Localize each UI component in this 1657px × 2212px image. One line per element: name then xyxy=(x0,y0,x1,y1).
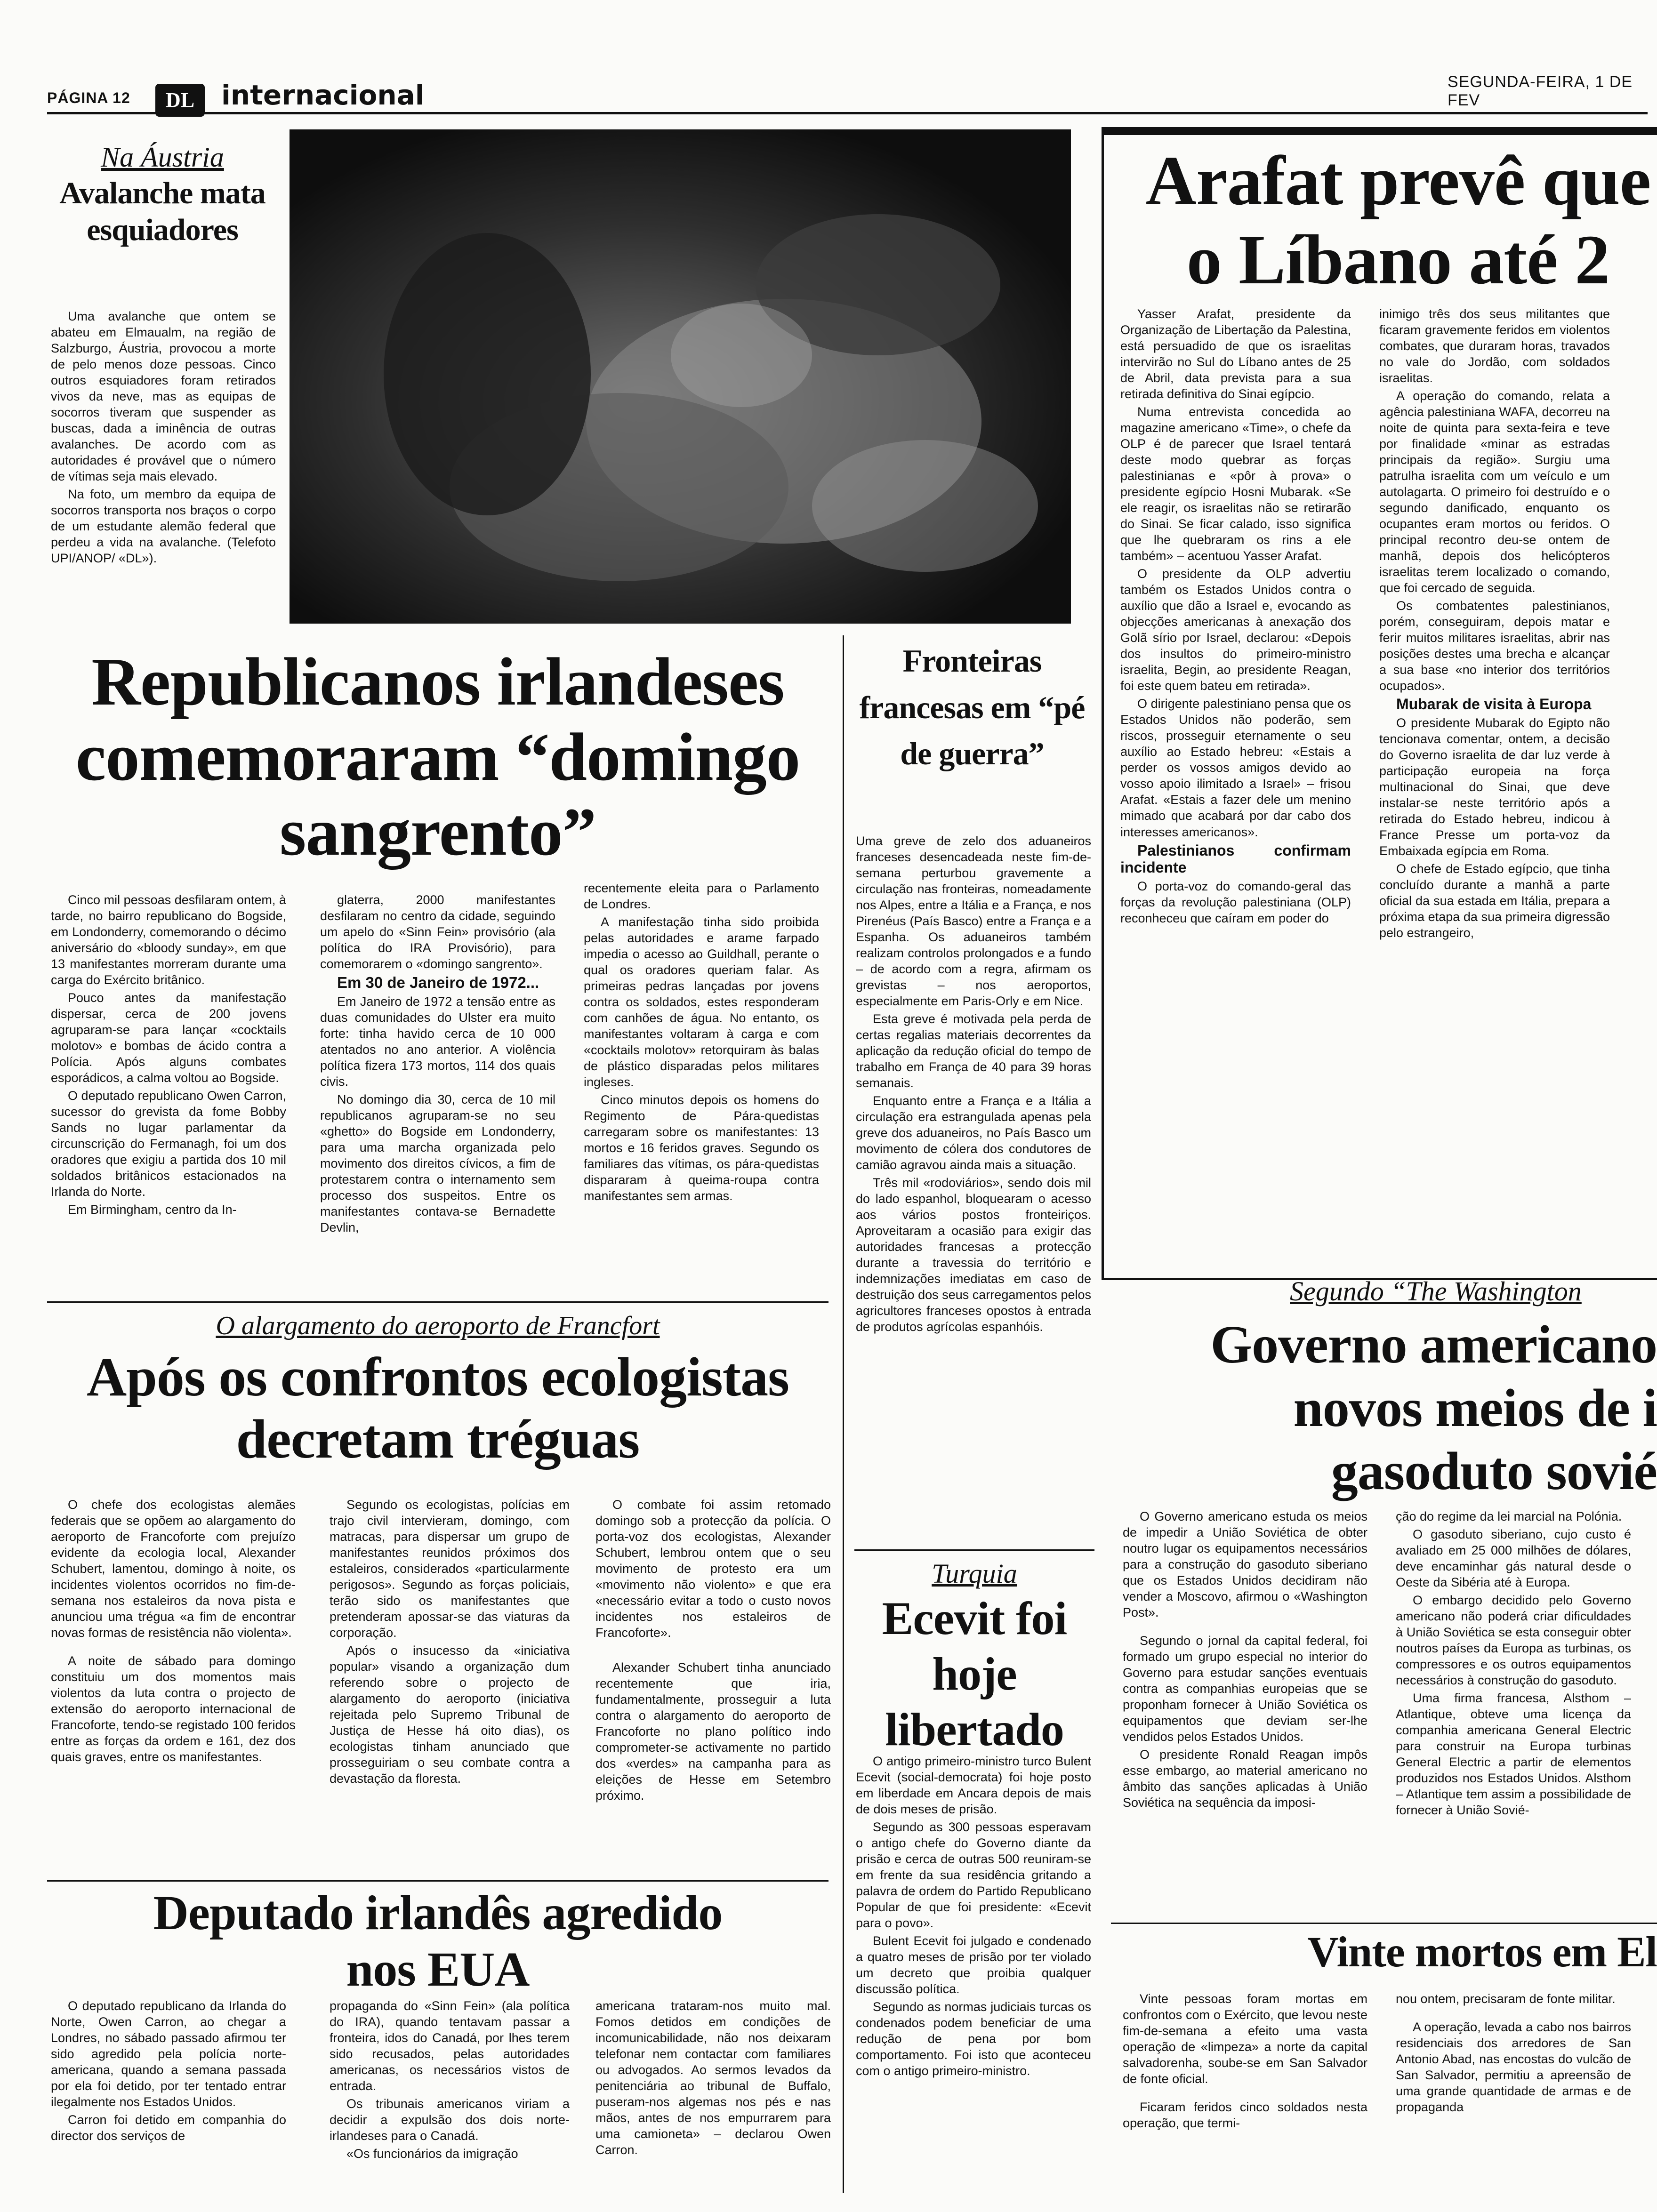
frankfurt-paragraph: Após o insucesso da «iniciativa popular» visando a organização dum referendo sobre o projecto de alargamento do aeroporto (iniciativa rejeitada pelo Supremo Tribunal de Justiça de Hesse há oito dias), os ecologistas tinham anunciado que prosseguiriam o seu combate contra a devastação da floresta. xyxy=(330,1643,570,1786)
irish-paragraph: glaterra, 2000 manifestantes desfilaram no centro da cidade, seguindo um apelo do «Sinn Fein» provisório (ala política do IRA Provisório), para comemorarem o «domingo sangrento». xyxy=(320,893,555,971)
column-rule xyxy=(1111,1923,1657,1924)
fronteiras-paragraph: Uma greve de zelo dos aduaneiros franceses desencadeada neste fim-de-semana perturbou gravemente a circulação nas fronteiras, nomeadamente nos Alpes, entre a Itália e a França, e nos Pirenéus (País Basco) entre a França e a Espanha. Os aduaneiros também realizam controlos prolongados e a fundo – de acordo com a regra, afirmam os grevistas – nos aeroportos, especialmente em Paris-Orly e em Nice. xyxy=(856,834,1091,1009)
gasoduto-paragraph: O presidente Ronald Reagan impôs esse embargo, ao material americano no âmbito das sanções aplicadas à União Soviética na sequência da imposi- xyxy=(1123,1747,1367,1810)
arafat-column-1 xyxy=(1120,306,1351,1252)
deputado-column-1 xyxy=(51,1998,286,2205)
deputado-paragraph: «Os funcionários da imigração xyxy=(346,2147,518,2161)
arafat-paragraph: O chefe de Estado egípcio, que tinha concluído durante a manhã a parte oficial da sua estada em Itália, prepara a próxima etapa da sua primeira digressão pelo estrangeiro, xyxy=(1379,862,1610,940)
arafat-column-2 xyxy=(1379,306,1610,1252)
irish-column-2 xyxy=(320,892,555,1297)
arafat-paragraph: inimigo três dos seus militantes que ficaram gravemente feridos em violentos combates, que duraram horas, travados no vale do Jordão, com soldados israelitas. xyxy=(1379,307,1610,385)
frankfurt-paragraph: O chefe dos ecologistas alemães federais que se opõem ao alargamento do aeroporto de Francoforte com prejuízo evidente da ecologia local, Alexander Schubert, lamentou, domingo à noite, os incidentes violentos ocorridos no fim-de-semana nos estaleiros da nova pista e anunciou uma trégua «a fim de encontrar novas formas de resistência não violenta». xyxy=(51,1498,296,1640)
gasoduto-paragraph: ção do regime da lei marcial na Polónia. xyxy=(1396,1509,1622,1523)
turquia-paragraph: Bulent Ecevit foi julgado e condenado a quatro meses de prisão por ter violado um decreto que proibia qualquer discussão política. xyxy=(856,1934,1091,1996)
vinte-paragraph: A operação, levada a cabo nos bairros residenciais dos arredores de San Antonio Abad, nas encostas do vulcão de San Salvador, permitiu a apreensão de uma grande quantidade de armas e de propaganda xyxy=(1396,2020,1631,2115)
gasoduto-kicker: Segundo “The Washington xyxy=(1290,1276,1582,1306)
irish-column-3 xyxy=(584,880,819,1294)
austria-article xyxy=(51,308,276,617)
arafat-headline xyxy=(1139,141,1657,299)
turquia-paragraph: O antigo primeiro-ministro turco Bulent Ecevit (social-democrata) foi hoje posto em liberdade em Ancara depois de mais de dois meses de prisão. xyxy=(856,1754,1091,1817)
gasoduto-paragraph: Uma firma francesa, Alsthom – Atlantique, obteve uma licença da companhia americana General Electric para construir na Europa turbinas General Electric a partir de elementos produzidos nos Estados Unidos. Alsthom – Atlantique tem assim a possibilidade de fornecer à União Sovié- xyxy=(1396,1691,1631,1818)
newspaper-logo: DL xyxy=(155,84,205,117)
fronteiras-paragraph: Esta greve é motivada pela perda de certas regalias materiais decorrentes da aplicação da redução oficial do tempo de trabalho em França de 40 para 39 horas semanais. xyxy=(856,1012,1091,1090)
irish-headline: Republicanos irlandeses comemoraram “domingo sangrento” xyxy=(75,644,800,870)
irish-paragraph: A manifestação tinha sido proibida pelas autoridades e arame farpado impedia o acesso ao Guildhall, perante o qual os oradores queriam falar. As primeiras pedras lançadas por jovens contra os soldados, estes responderam com canhões de água. No entanto, os manifestantes voltaram à carga e com «cocktails molotov» retorquiram às balas de plástico disparadas pelos militares ingleses. xyxy=(584,915,819,1090)
irish-paragraph: Cinco mil pessoas desfilaram ontem, à tarde, no bairro republicano do Bogside, em Londonderry, comemorando o décimo aniversário do «bloody sunday», em que 13 manifestantes morreram durante uma carga do Exército britânico. xyxy=(51,893,286,987)
fronteiras-article xyxy=(856,833,1091,1544)
gasoduto-headline: Governo americano novos meios de i gasoduto sovié xyxy=(1210,1314,1657,1501)
frankfurt-column-2 xyxy=(330,1497,570,1906)
page-number: PÁGINA 12 xyxy=(47,89,130,106)
deputado-column-2 xyxy=(330,1998,570,2205)
box-top-bar xyxy=(1102,129,1657,135)
fronteiras-paragraph: Enquanto entre a França e a Itália a circulação era estrangulada apenas pela greve dos aduaneiros, no País Basco um movimento de cólera dos condutores de camião agravou ainda mais a situação. xyxy=(856,1094,1091,1172)
austria-kicker: Na Áustria xyxy=(101,142,224,173)
turquia-paragraph: Segundo as 300 pessoas esperavam o antigo chefe do Governo diante da prisão e cerca de outras 500 reuniram-se em frente da sua residência gritando a palavra de ordem do Partido Republicano Popular de que foi presidente: «Ecevit para o povo». xyxy=(856,1820,1091,1931)
arafat-column-3-cut xyxy=(1633,306,1655,1252)
irish-subheading: Em 30 de Janeiro de 1972... xyxy=(337,974,539,992)
deputado-paragraph: O deputado republicano da Irlanda do Norte, Owen Carron, ao chegar a Londres, no sábado passado afirmou ter sido agredido pela polícia norte-americana, quando a semana passada por ela foi detido, por ter tentado entrar ilegalmente nos Estados Unidos. xyxy=(51,1999,286,2109)
deputado-paragraph: Os tribunais americanos viriam a decidir a expulsão dos dois norte-irlandeses para o Canadá. xyxy=(330,2097,570,2143)
irish-paragraph: recentemente eleita para o Parlamento de Londres. xyxy=(584,881,819,912)
gasoduto-paragraph: O gasoduto siberiano, cujo custo é avaliado em 25 000 milhões de dólares, deve encaminhar gás natural desde o Oeste da Sibéria até à Europa. xyxy=(1396,1527,1631,1590)
arafat-paragraph: O presidente Mubarak do Egipto não tencionava comentar, ontem, a decisão do Governo israelita de dar luz verde à participação europeia na força multinacional do Sinai, que deve instalar-se neste território após a retirada do Estado hebreu, indicou à France Presse um porta-voz da Embaixada egípcia em Roma. xyxy=(1379,716,1610,858)
frankfurt-paragraph: A noite de sábado para domingo constituiu um dos momentos mais violentos da luta contra o projecto de extensão do aeroporto internacional de Francoforte, tendo-se registado 100 feridos entre as forças da ordem e 161, dez dos quais graves, entre os manifestantes. xyxy=(51,1654,296,1764)
deputado-paragraph: americana trataram-nos muito mal. Fomos detidos em condições de incomunicabilidade, não nos deixaram telefonar nem contactar com familiares ou advogados. Ao sermos levados da penitenciária ao tribunal de Buffalo, puseram-nos algemas nos pés e nas mãos, antes de nos empurrarem para uma camioneta» – declarou Owen Carron. xyxy=(595,1999,831,2157)
frankfurt-column-3 xyxy=(595,1497,831,1906)
section-title: internacional xyxy=(221,79,425,111)
irish-paragraph: Em Birmingham, centro da In- xyxy=(68,1202,237,1217)
austria-headline: Avalanche mata esquiadores xyxy=(59,176,265,247)
column-rule xyxy=(843,635,844,2193)
irish-paragraph: No domingo dia 30, cerca de 10 mil republicanos agruparam-se no seu «ghetto» do Bogside em Londonderry, para uma marcha organizada pelo movimento dos direitos cívicos, a fim de protestarem contra o internamento sem processo dos suspeitos. Entre os manifestantes contava-se Bernadette Devlin, xyxy=(320,1092,555,1235)
arafat-paragraph: O presidente da OLP advertiu também os Estados Unidos contra o auxílio que dão a Israel e, evocando as objecções americanas à anexação dos Golã sírio por Israel, declarou: «Depois dos insultos do primeiro-ministro israelita, Begin, ao presidente Reagan, foi este quem bateu em retirada». xyxy=(1120,567,1351,693)
irish-paragraph: Em Janeiro de 1972 a tensão entre as duas comunidades do Ulster era muito forte: tinha havido cerca de 10 000 atentados no ano anterior. A violência política fizera 173 mortos, 114 dos quais civis. xyxy=(320,994,555,1089)
deputado-column-3 xyxy=(595,1998,831,2205)
vinte-headline: Vinte mortos em El xyxy=(1307,1928,1657,1976)
frankfurt-paragraph: Segundo os ecologistas, polícias em trajo civil intervieram, domingo, com matracas, para dispersar um grupo de manifestantes reunidos próximos dos estaleiros, considerados «particularmente perigosos». Segundo as forças policiais, terão sido os manifestantes que pretenderam apossar-se das viaturas da corporação. xyxy=(330,1498,570,1640)
column-rule xyxy=(47,1301,828,1303)
irish-paragraph: Cinco minutos depois os homens do Regimento de Pára-quedistas carregaram sobre os manifestantes: 13 mortos e 16 feridos graves. Segundo os familiares das vítimas, os pára-quedistas dispararam à queima-roupa contra manifestantes sem armas. xyxy=(584,1093,819,1203)
vinte-paragraph: Vinte pessoas foram mortas em confrontos com o Exército, que levou neste fim-de-semana a efeito uma vasta operação de «limpeza» a norte da capital salvadorenha, soube-se em San Salvador de fonte oficial. xyxy=(1123,1992,1367,2086)
austria-paragraph: Uma avalanche que ontem se abateu em Elmaualm, na região de Salzburgo, Áustria, provocou a morte de pelo menos doze pessoas. Cinco outros esquiadores foram retirados vivos da neve, mas as equipas de socorros tiveram que suspender as buscas, dada a iminência de outras avalanches. De acordo com as autoridades é provável que o número de vítimas seja mais elevado. xyxy=(51,309,276,484)
arafat-headline-text: Arafat prevê que o Líbano até 2 xyxy=(1145,142,1651,299)
arafat-paragraph: Yasser Arafat, presidente da Organização de Libertação da Palestina, está persuadido de que os israelitas intervirão no Sul do Líbano antes de 25 de Abril, data prevista para a sua retirada definitiva do Sinai egípcio. xyxy=(1120,307,1351,401)
vinte-column-1 xyxy=(1123,1991,1367,2207)
arafat-subheading: Palestinianos confirmam incidente xyxy=(1120,842,1351,876)
avalanche-photo xyxy=(290,129,1071,624)
austria-photo-caption: Na foto, um membro da equipa de socorros transporta nos braços o corpo de um estudante alemão federal que perdeu a vida na avalanche. (Telefoto UPI/ANOP/ «DL»). xyxy=(51,487,276,566)
frankfurt-paragraph: Alexander Schubert tinha anunciado recentemente que iria, fundamentalmente, prosseguir a luta contra o alargamento do aeroporto de Francoforte no plano político indo comprometer-se activamente no partido dos «verdes» na campanha para as eleições de Hesse em Setembro próximo. xyxy=(595,1660,831,1803)
masthead-rule xyxy=(47,112,1648,114)
arafat-paragraph: O porta-voz do comando-geral das forças da revolução palestiniana (OLP) reconheceu que caíram em poder do xyxy=(1120,879,1351,926)
arafat-paragraph: Numa entrevista concedida ao magazine americano «Time», o chefe da OLP é de parecer que Israel tentará deste modo quebrar as forças palestinianas e «pôr à prova» o presidente egípcio Hosni Mubarak. «Se ele reagir, os israelitas não se retirarão do Sinai. Se ficar calado, isso significa que lhe quebraram os rins a ele também» – acentuou Yasser Arafat. xyxy=(1120,405,1351,563)
gasoduto-paragraph: O Governo americano estuda os meios de impedir a União Soviética de obter noutro lugar os equipamentos necessários para a construção do gasoduto siberiano que os Estados Unidos decidiram não vender a Moscovo, afirmou o «Washington Post». xyxy=(1123,1509,1367,1620)
arafat-paragraph: A operação do comando, relata a agência palestiniana WAFA, decorreu na noite de quinta para sexta-feira e teve por finalidade «minar as estradas principais da região». Surgiu uma patrulha israelita com um veículo e um autolagarta. O primeiro foi destruído e o segundo danificado, enquanto os ocupantes eram mortos ou feridos. O principal recontro deu-se ontem de manhã, depois dos helicópteros israelitas terem localizado o comando, que foi cercado de seguida. xyxy=(1379,389,1610,595)
irish-column-1 xyxy=(51,892,286,1297)
frankfurt-column-1 xyxy=(51,1497,296,1906)
vinte-paragraph: Ficaram feridos cinco soldados nesta operação, que termi- xyxy=(1123,2100,1367,2131)
vinte-paragraph: nou ontem, precisaram de fonte militar. xyxy=(1396,1992,1616,2006)
gasoduto-column-2 xyxy=(1396,1508,1631,1932)
deputado-headline: Deputado irlandês agredido nos EUA xyxy=(153,1886,723,1996)
irish-paragraph: Pouco antes da manifestação dispersar, cerca de 200 jovens agruparam-se para lançar «cocktails molotov» e bombas de ácido contra a Polícia. Após alguns combates esporádicos, a calma voltou ao Bogside. xyxy=(51,991,286,1085)
turquia-kicker: Turquia xyxy=(932,1558,1017,1589)
arafat-paragraph: O dirigente palestiniano pensa que os Estados Unidos não poderão, sem riscos, prosseguir eternamente o seu auxílio ao Estado hebreu: «Estais a perder os vossos amigos devido ao vosso apoio ilimitado a Israel» – frisou Arafat. «Estais a fazer dele um menino mimado que acabará por dar cabo dos interesses americanos». xyxy=(1120,697,1351,839)
issue-date: SEGUNDA-FEIRA, 1 DE FEV xyxy=(1448,73,1633,109)
fronteiras-paragraph: Três mil «rodoviários», sendo dois mil do lado espanhol, bloquearam o acesso aos vários postos fronteiriços. Aproveitaram a ocasião para exigir das autoridades francesas a protecção durante a travessia do território e indemnizações imediatas em caso de destruição dos seus carregamentos pelos agricultores franceses opostos à entrada de produtos agrícolas espanhóis. xyxy=(856,1176,1091,1334)
gasoduto-paragraph: Segundo o jornal da capital federal, foi formado um grupo especial no interior do Governo para estudar sanções eventuais contra as companhias europeias que se proponham fornecer à União Soviética os equipamentos que deviam ser-lhe vendidos pelos Estados Unidos. xyxy=(1123,1634,1367,1744)
arafat-subheading: Mubarak de visita à Europa xyxy=(1396,696,1592,713)
frankfurt-headline: Após os confrontos ecologistas decretam tréguas xyxy=(86,1346,789,1470)
column-rule xyxy=(854,1549,1094,1551)
frankfurt-kicker: O alargamento do aeroporto de Francfort xyxy=(216,1311,660,1340)
gasoduto-column-1 xyxy=(1123,1508,1367,1932)
column-rule xyxy=(47,1880,828,1882)
frankfurt-paragraph: O combate foi assim retomado domingo sob a protecção da polícia. O porta-voz dos ecologistas, Alexander Schubert, lembrou ontem que o seu movimento de protesto era um «movimento não violento» e que era «necessário evitar a todo o custo novos incidentes nos estaleiros de Francoforte». xyxy=(595,1498,831,1640)
arafat-paragraph: Os combatentes palestinianos, porém, conseguiram, depois matar e ferir muitos militares israelitas, abrir nas posições destes uma brecha e alcançar a sua base «no interior dos territórios ocupados». xyxy=(1379,599,1610,693)
gasoduto-paragraph: O embargo decidido pelo Governo americano não poderá criar dificuldades à União Soviética se esta conseguir obter noutros países da Europa as turbinas, os compressores e os outros equipamentos necessários à construção do gasoduto. xyxy=(1396,1593,1631,1688)
turquia-article xyxy=(856,1753,1091,2205)
deputado-paragraph: Carron foi detido em companhia do director dos serviços de xyxy=(51,2113,286,2143)
fronteiras-headline: Fronteiras francesas em “pé de guerra” xyxy=(859,643,1085,772)
turquia-paragraph: Segundo as normas judiciais turcas os condenados podem beneficiar de uma redução de pena por bom comportamento. Foi isto que aconteceu com o antigo primeiro-ministro. xyxy=(856,2000,1091,2078)
turquia-headline: Ecevit foi hoje libertado xyxy=(882,1592,1067,1755)
vinte-column-2 xyxy=(1396,1991,1631,2207)
deputado-paragraph: propaganda do «Sinn Fein» (ala política do IRA), quando tentavam passar a fronteira, idos do Canadá, por lhes terem sido recusados, pelas autoridades americanas, os necessários vistos de entrada. xyxy=(330,1999,570,2093)
irish-paragraph: O deputado republicano Owen Carron, sucessor do grevista da fome Bobby Sands no lugar parlamentar da circunscrição do Fermanagh, foi um dos oradores que exigiu a partida dos 10 mil soldados britânicos estacionados na Irlanda do Norte. xyxy=(51,1089,286,1199)
